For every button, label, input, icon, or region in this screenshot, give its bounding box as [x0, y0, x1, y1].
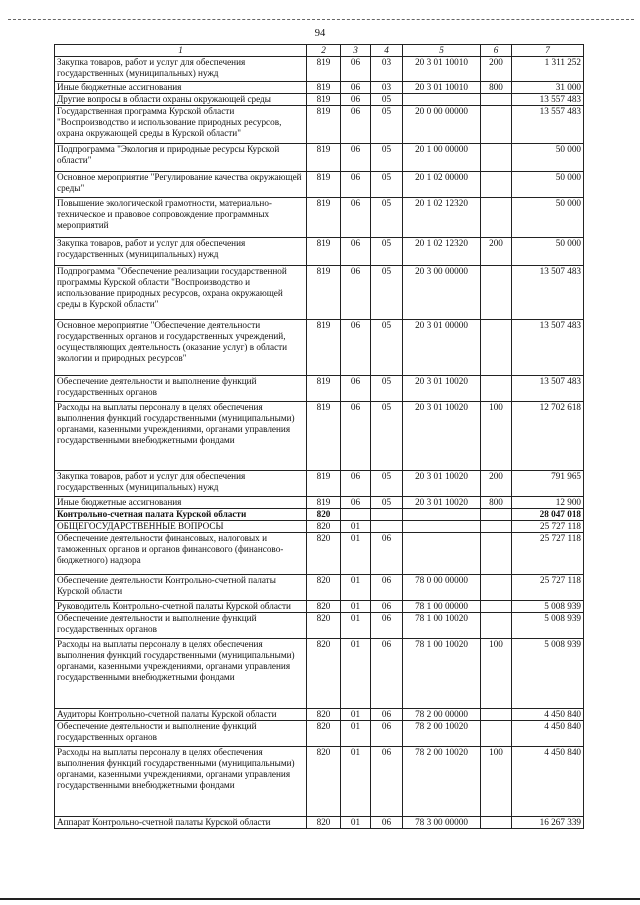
- cell-cs: 78 3 00 00000: [403, 817, 481, 829]
- cell-pr: 05: [371, 144, 403, 172]
- cell-name: Подпрограмма "Обеспечение реализации государственной программы Курской области "Воспроизводство и использование природных ресурсов, охрана окружающей среды в Курской области": [55, 266, 307, 320]
- cell-cs: 20 3 01 10010: [403, 57, 481, 82]
- cell-name: Закупка товаров, работ и услуг для обеспечения государственных (муниципальных) нужд: [55, 57, 307, 82]
- cell-vr: 820: [307, 521, 341, 533]
- cell-vd: [481, 94, 512, 106]
- table-row: [55, 106, 584, 144]
- cell-cs: 78 1 00 10020: [403, 613, 481, 639]
- cell-cs: 78 1 00 10020: [403, 639, 481, 709]
- header-cell-pr: 4: [371, 45, 403, 57]
- cell-vd: 200: [481, 471, 512, 497]
- cell-name: Основное мероприятие "Регулирование качества окружающей среды": [55, 172, 307, 198]
- cell-sum: 4 450 840: [512, 721, 584, 747]
- cell-vd: 800: [481, 82, 512, 94]
- cell-sum: 791 965: [512, 471, 584, 497]
- cell-vd: [481, 721, 512, 747]
- cell-vd: [481, 521, 512, 533]
- cell-vr: 819: [307, 82, 341, 94]
- cell-sum: 4 450 840: [512, 747, 584, 817]
- cell-vr: 820: [307, 533, 341, 575]
- cell-vr: 820: [307, 639, 341, 709]
- cell-cs: 20 1 00 00000: [403, 144, 481, 172]
- cell-vd: 100: [481, 402, 512, 471]
- cell-vr: 819: [307, 376, 341, 402]
- cell-cs: 20 3 01 10020: [403, 376, 481, 402]
- cell-rz: 06: [341, 144, 371, 172]
- table-row: [55, 817, 584, 829]
- cell-cs: [403, 533, 481, 575]
- cell-pr: 06: [371, 601, 403, 613]
- cell-vd: 200: [481, 57, 512, 82]
- cell-name: Обеспечение деятельности Контрольно-счетной палаты Курской области: [55, 575, 307, 601]
- cell-cs: 20 3 01 10020: [403, 497, 481, 509]
- cell-rz: 06: [341, 94, 371, 106]
- cell-name: Обеспечение деятельности и выполнение функций государственных органов: [55, 721, 307, 747]
- table-row: [55, 509, 584, 521]
- cell-pr: 05: [371, 376, 403, 402]
- cell-sum: 12 702 618: [512, 402, 584, 471]
- cell-pr: 05: [371, 497, 403, 509]
- cell-vr: 820: [307, 575, 341, 601]
- cell-vd: [481, 106, 512, 144]
- table-row: [55, 320, 584, 376]
- cell-name: Обеспечение деятельности финансовых, налоговых и таможенных органов и органов финансового (финансово-бюджетного) надзора: [55, 533, 307, 575]
- cell-sum: 31 000: [512, 82, 584, 94]
- cell-sum: 5 008 939: [512, 639, 584, 709]
- cell-cs: 20 3 01 10020: [403, 402, 481, 471]
- cell-pr: 06: [371, 817, 403, 829]
- cell-sum: 25 727 118: [512, 575, 584, 601]
- cell-vd: [481, 575, 512, 601]
- cell-vr: 820: [307, 747, 341, 817]
- cell-rz: [341, 509, 371, 521]
- cell-sum: 16 267 339: [512, 817, 584, 829]
- cell-sum: 12 900: [512, 497, 584, 509]
- cell-vr: 820: [307, 817, 341, 829]
- table-row: [55, 238, 584, 266]
- header-cell-sum: 7: [512, 45, 584, 57]
- cell-rz: 06: [341, 106, 371, 144]
- table-row: [55, 172, 584, 198]
- cell-pr: 06: [371, 721, 403, 747]
- cell-rz: 01: [341, 521, 371, 533]
- cell-vr: 819: [307, 106, 341, 144]
- cell-vr: 819: [307, 320, 341, 376]
- cell-rz: 06: [341, 82, 371, 94]
- cell-rz: 06: [341, 266, 371, 320]
- cell-sum: 5 008 939: [512, 601, 584, 613]
- cell-sum: 4 450 840: [512, 709, 584, 721]
- cell-pr: [371, 509, 403, 521]
- cell-vd: [481, 266, 512, 320]
- cell-name: Подпрограмма "Экология и природные ресурсы Курской области": [55, 144, 307, 172]
- cell-pr: [371, 521, 403, 533]
- table-row: [55, 521, 584, 533]
- cell-pr: 06: [371, 639, 403, 709]
- cell-vr: 819: [307, 172, 341, 198]
- cell-rz: 06: [341, 497, 371, 509]
- table-row: [55, 613, 584, 639]
- cell-vr: 820: [307, 721, 341, 747]
- table-row: [55, 82, 584, 94]
- cell-cs: 20 1 02 12320: [403, 238, 481, 266]
- header-cell-vd: 6: [481, 45, 512, 57]
- cell-vd: [481, 509, 512, 521]
- cell-vd: [481, 709, 512, 721]
- cell-rz: 06: [341, 172, 371, 198]
- bottom-rule: [0, 898, 640, 900]
- cell-pr: 06: [371, 613, 403, 639]
- header-cell-vr: 2: [307, 45, 341, 57]
- cell-rz: 01: [341, 613, 371, 639]
- cell-vd: [481, 817, 512, 829]
- cell-name: Иные бюджетные ассигнования: [55, 82, 307, 94]
- cell-rz: 06: [341, 376, 371, 402]
- cell-sum: 50 000: [512, 144, 584, 172]
- cell-vr: 819: [307, 57, 341, 82]
- cell-name: Расходы на выплаты персоналу в целях обеспечения выполнения функций государственными (муниципальными) органами, казенными учреждениями, органами управления государственными внебюджетными фондами: [55, 402, 307, 471]
- cell-name: Обеспечение деятельности и выполнение функций государственных органов: [55, 376, 307, 402]
- cell-sum: 13 507 483: [512, 320, 584, 376]
- cell-pr: 05: [371, 238, 403, 266]
- table-row: [55, 402, 584, 471]
- cell-pr: 05: [371, 471, 403, 497]
- cell-name: Иные бюджетные ассигнования: [55, 497, 307, 509]
- cell-vr: 819: [307, 144, 341, 172]
- cell-vd: 100: [481, 747, 512, 817]
- header-row: [55, 45, 584, 57]
- cell-cs: [403, 94, 481, 106]
- cell-rz: 01: [341, 639, 371, 709]
- cell-cs: [403, 509, 481, 521]
- table-row: [55, 266, 584, 320]
- cell-rz: 01: [341, 817, 371, 829]
- cell-rz: 01: [341, 601, 371, 613]
- top-dashed-rule: [8, 19, 634, 20]
- cell-vr: 819: [307, 94, 341, 106]
- cell-sum: 28 047 018: [512, 509, 584, 521]
- cell-pr: 06: [371, 709, 403, 721]
- cell-sum: 13 557 483: [512, 106, 584, 144]
- cell-vr: 819: [307, 497, 341, 509]
- table-row: [55, 639, 584, 709]
- cell-sum: 25 727 118: [512, 533, 584, 575]
- cell-vd: [481, 198, 512, 238]
- cell-rz: 06: [341, 238, 371, 266]
- cell-cs: 20 3 01 00000: [403, 320, 481, 376]
- cell-name: Повышение экологической грамотности, материально-техническое и правовое сопровождение программных мероприятий: [55, 198, 307, 238]
- cell-pr: 05: [371, 94, 403, 106]
- cell-cs: 20 3 01 10010: [403, 82, 481, 94]
- cell-vd: [481, 376, 512, 402]
- cell-vr: 820: [307, 509, 341, 521]
- cell-rz: 06: [341, 320, 371, 376]
- cell-pr: 05: [371, 198, 403, 238]
- cell-cs: 20 0 00 00000: [403, 106, 481, 144]
- cell-sum: 13 557 483: [512, 94, 584, 106]
- cell-name: Обеспечение деятельности и выполнение функций государственных органов: [55, 613, 307, 639]
- budget-table: [54, 44, 584, 829]
- table-row: [55, 94, 584, 106]
- cell-vd: [481, 533, 512, 575]
- cell-sum: 50 000: [512, 198, 584, 238]
- cell-cs: 78 1 00 00000: [403, 601, 481, 613]
- header-cell-cs: 5: [403, 45, 481, 57]
- cell-cs: 20 1 02 00000: [403, 172, 481, 198]
- cell-vd: [481, 601, 512, 613]
- cell-name: Руководитель Контрольно-счетной палаты Курской области: [55, 601, 307, 613]
- cell-name: Государственная программа Курской области "Воспроизводство и использование природных ресурсов, охрана окружающей среды в Курской области": [55, 106, 307, 144]
- cell-name: Расходы на выплаты персоналу в целях обеспечения выполнения функций государственными (муниципальными) органами, казенными учреждениями, органами управления государственными внебюджетными фондами: [55, 747, 307, 817]
- cell-name: Закупка товаров, работ и услуг для обеспечения государственных (муниципальных) нужд: [55, 471, 307, 497]
- cell-rz: 01: [341, 721, 371, 747]
- cell-pr: 06: [371, 575, 403, 601]
- cell-vr: 820: [307, 613, 341, 639]
- cell-vd: [481, 320, 512, 376]
- cell-vd: [481, 144, 512, 172]
- cell-pr: 06: [371, 747, 403, 817]
- cell-vr: 819: [307, 198, 341, 238]
- cell-pr: 05: [371, 106, 403, 144]
- cell-rz: 01: [341, 709, 371, 721]
- cell-cs: 20 3 01 10020: [403, 471, 481, 497]
- cell-cs: 78 2 00 10020: [403, 747, 481, 817]
- cell-name: Другие вопросы в области охраны окружающей среды: [55, 94, 307, 106]
- header-cell-rz: 3: [341, 45, 371, 57]
- cell-rz: 06: [341, 471, 371, 497]
- cell-vd: 100: [481, 639, 512, 709]
- cell-name: Закупка товаров, работ и услуг для обеспечения государственных (муниципальных) нужд: [55, 238, 307, 266]
- table-row: [55, 144, 584, 172]
- cell-sum: 50 000: [512, 238, 584, 266]
- cell-pr: 03: [371, 82, 403, 94]
- table-row: [55, 198, 584, 238]
- cell-cs: 78 0 00 00000: [403, 575, 481, 601]
- cell-name: Расходы на выплаты персоналу в целях обеспечения выполнения функций государственными (муниципальными) органами, казенными учреждениями, органами управления государственными внебюджетными фондами: [55, 639, 307, 709]
- cell-sum: 25 727 118: [512, 521, 584, 533]
- cell-pr: 06: [371, 533, 403, 575]
- cell-vd: 200: [481, 238, 512, 266]
- cell-rz: 06: [341, 57, 371, 82]
- cell-cs: 78 2 00 00000: [403, 709, 481, 721]
- cell-vr: 820: [307, 709, 341, 721]
- cell-pr: 05: [371, 172, 403, 198]
- table-row: [55, 601, 584, 613]
- cell-sum: 13 507 483: [512, 376, 584, 402]
- cell-rz: 01: [341, 747, 371, 817]
- header-cell-name: 1: [55, 45, 307, 57]
- cell-vr: 819: [307, 266, 341, 320]
- cell-vr: 819: [307, 238, 341, 266]
- table-row: [55, 471, 584, 497]
- cell-vr: 819: [307, 471, 341, 497]
- cell-pr: 05: [371, 320, 403, 376]
- cell-rz: 01: [341, 575, 371, 601]
- cell-name: Основное мероприятие "Обеспечение деятельности государственных органов и государственных учреждений, осуществляющих деятельность (оказание услуг) в области экологии и природных ресурсов": [55, 320, 307, 376]
- cell-sum: 5 008 939: [512, 613, 584, 639]
- cell-vr: 819: [307, 402, 341, 471]
- table-row: [55, 57, 584, 82]
- cell-vd: [481, 172, 512, 198]
- page-number: 94: [314, 28, 326, 39]
- cell-vr: 820: [307, 601, 341, 613]
- cell-name: Аппарат Контрольно-счетной палаты Курской области: [55, 817, 307, 829]
- cell-sum: 13 507 483: [512, 266, 584, 320]
- table-row: [55, 747, 584, 817]
- cell-sum: 1 311 252: [512, 57, 584, 82]
- cell-vd: [481, 613, 512, 639]
- table-row: [55, 533, 584, 575]
- cell-vd: 800: [481, 497, 512, 509]
- table-row: [55, 376, 584, 402]
- cell-rz: 06: [341, 402, 371, 471]
- cell-rz: 06: [341, 198, 371, 238]
- cell-cs: 78 2 00 10020: [403, 721, 481, 747]
- cell-cs: 20 3 00 00000: [403, 266, 481, 320]
- cell-pr: 05: [371, 402, 403, 471]
- cell-name: Аудиторы Контрольно-счетной палаты Курской области: [55, 709, 307, 721]
- cell-cs: [403, 521, 481, 533]
- cell-name: Контрольно-счетная палата Курской области: [55, 509, 307, 521]
- cell-cs: 20 1 02 12320: [403, 198, 481, 238]
- table-row: [55, 709, 584, 721]
- cell-rz: 01: [341, 533, 371, 575]
- table-row: [55, 721, 584, 747]
- cell-sum: 50 000: [512, 172, 584, 198]
- cell-pr: 05: [371, 266, 403, 320]
- cell-name: ОБЩЕГОСУДАРСТВЕННЫЕ ВОПРОСЫ: [55, 521, 307, 533]
- table-row: [55, 497, 584, 509]
- table-row: [55, 575, 584, 601]
- cell-pr: 03: [371, 57, 403, 82]
